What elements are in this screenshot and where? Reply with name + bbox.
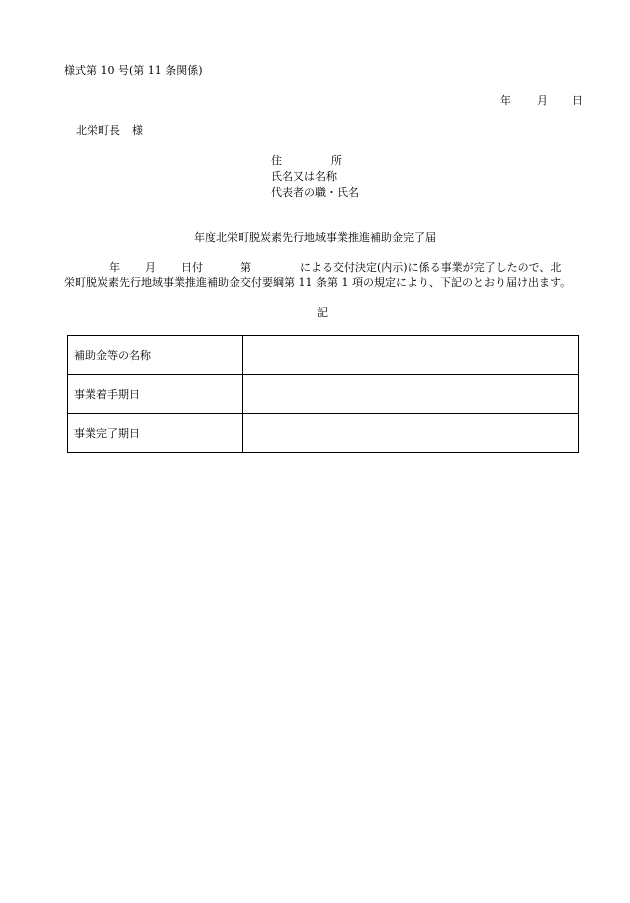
addressee-name: 北栄町長 bbox=[76, 124, 120, 137]
date-month-label: 月 bbox=[537, 94, 548, 107]
row-value-completion-date[interactable] bbox=[243, 414, 579, 453]
body-date-label: 日付 bbox=[181, 261, 203, 274]
applicant-name-label: 氏名又は名称 bbox=[271, 170, 337, 183]
body-month-label: 月 bbox=[145, 261, 156, 274]
body-text-line-2: 栄町脱炭素先行地域事業推進補助金交付要綱第 11 条第 1 項の規定により、下記のとおり届け出ます。 bbox=[64, 276, 572, 289]
applicant-address-label bbox=[271, 154, 342, 167]
addressee-honorific: 様 bbox=[132, 124, 143, 137]
form-number: 様式第 10 号(第 11 条関係) bbox=[64, 64, 203, 77]
table-row bbox=[68, 414, 579, 453]
table-row bbox=[68, 375, 579, 414]
row-label-start-date: 事業着手期日 bbox=[68, 375, 243, 414]
applicant-representative-label: 代表者の職・氏名 bbox=[271, 186, 359, 199]
row-label-subsidy-name: 補助金等の名称 bbox=[68, 336, 243, 375]
addressee bbox=[76, 124, 143, 137]
row-value-start-date[interactable] bbox=[243, 375, 579, 414]
date-year-label: 年 bbox=[500, 94, 511, 107]
ki-heading: 記 bbox=[317, 306, 328, 319]
document-title: 年度北栄町脱炭素先行地域事業推進補助金完了届 bbox=[194, 231, 436, 244]
body-line1-rest: による交付決定(内示)に係る事業が完了したので、北 bbox=[300, 261, 562, 274]
body-text-line-1 bbox=[0, 261, 630, 274]
body-year-label: 年 bbox=[109, 261, 120, 274]
body-number-label: 第 bbox=[240, 261, 251, 274]
info-table bbox=[67, 335, 579, 453]
row-label-completion-date: 事業完了期日 bbox=[68, 414, 243, 453]
address-label-part1: 住 bbox=[271, 154, 282, 167]
date-day-label: 日 bbox=[572, 94, 583, 107]
row-value-subsidy-name[interactable] bbox=[243, 336, 579, 375]
address-label-part2: 所 bbox=[331, 154, 342, 167]
table-row bbox=[68, 336, 579, 375]
